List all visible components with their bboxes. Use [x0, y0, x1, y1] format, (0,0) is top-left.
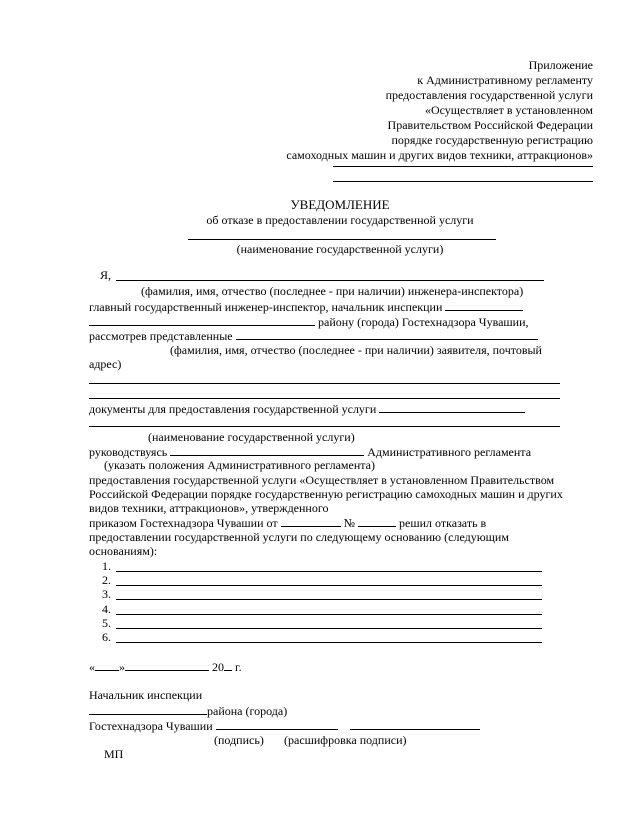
body-para-3: видов техники, аттракционов», утвержденного: [89, 501, 329, 515]
order-number-blank: [358, 515, 396, 527]
reason-line-5: [116, 628, 542, 629]
appendix-blank-2: [333, 181, 593, 182]
chief-engineer-label: главный государственный инженер-инспектор, начальник инспекции: [89, 300, 443, 314]
signature-org-row: [89, 718, 480, 733]
documents-text: [89, 401, 525, 416]
ya-label: Я,: [100, 268, 112, 282]
guided-label: руководствуясь: [89, 445, 168, 459]
body-para-2: Российской Федерации порядке государственную регистрацию самоходных машин и других: [89, 487, 563, 501]
reason-number-2: 2.: [102, 573, 111, 587]
address-label: адрес): [89, 357, 122, 371]
provisions-hint: (указать положения Административного регламента): [104, 458, 375, 472]
stamp-label: МП: [104, 747, 124, 761]
signature-decode-hint: (расшифровка подписи): [284, 733, 407, 747]
reason-line-2: [116, 585, 542, 586]
reviewed-text: [89, 328, 538, 343]
service-line-2: [89, 426, 560, 427]
body-para-6: основаниям):: [89, 544, 158, 558]
documents-label: документы для предоставления государственной услуги: [89, 402, 377, 416]
admin-reg-label: Административного регламента: [367, 445, 532, 459]
appendix-line-5: Правительством Российской Федерации: [387, 118, 593, 132]
reason-line-4: [116, 614, 542, 615]
provisions-blank: [170, 444, 364, 456]
reviewed-label: рассмотрев представленные: [89, 329, 233, 343]
reason-number-4: 4.: [102, 602, 111, 616]
document-subtitle: об отказе в предоставлении государственной услуги: [206, 213, 474, 227]
signature-district-row: [89, 703, 287, 718]
signature-blank: [216, 718, 338, 730]
service-name-line: [188, 239, 496, 240]
date-line: [89, 659, 242, 674]
date-year-blank: [224, 659, 232, 671]
signature-district-blank: [89, 703, 207, 715]
applicant-blank: [236, 328, 538, 340]
address-line-1: [89, 383, 560, 384]
decided-label: решил отказать в: [399, 516, 487, 530]
date-month-blank: [125, 659, 209, 671]
reason-line-6: [116, 642, 542, 643]
reason-line-1: [116, 571, 542, 572]
service-name-hint: (наименование государственной услуги): [236, 242, 444, 256]
order-date-blank: [281, 515, 341, 527]
district-blank: [89, 314, 315, 326]
reason-number-6: 6.: [102, 630, 111, 644]
documents-blank: [379, 401, 525, 413]
chief-engineer-text: [89, 299, 523, 314]
district-label: району (города) Гостехнадзора Чувашии,: [318, 315, 529, 329]
reason-number-3: 3.: [102, 587, 111, 601]
address-line-2: [89, 398, 560, 399]
signature-sign-hint: (подпись): [214, 733, 264, 747]
applicant-hint: (фамилия, имя, отчество (последнее - при наличии) заявителя, почтовый: [170, 343, 542, 357]
district-text: [89, 314, 529, 329]
body-para-1: предоставления государственной услуги «Осуществляет в установленном Правительством: [89, 473, 555, 487]
order-text: [89, 515, 486, 530]
order-number-sign: №: [343, 516, 356, 530]
inspector-name-line: [116, 280, 544, 281]
service-hint-2: (наименование государственной услуги): [148, 430, 355, 444]
signature-org: Гостехнадзора Чувашии: [89, 719, 213, 733]
appendix-line-4: «Осуществляет в установленном: [424, 103, 593, 117]
inspector-fio-hint: (фамилия, имя, отчество (последнее - при наличии) инженера-инспектора): [141, 284, 524, 298]
date-quote-open: «: [89, 660, 95, 674]
body-para-5: предоставлении государственной услуги по следующему основанию (следующим: [89, 530, 509, 544]
order-label: приказом Гостехнадзора Чувашии от: [89, 516, 278, 530]
guided-text: [89, 444, 531, 459]
reason-number-1: 1.: [102, 559, 111, 573]
appendix-blank-1: [333, 166, 593, 167]
reason-line-3: [116, 599, 542, 600]
appendix-line-2: к Административному регламенту: [417, 73, 593, 87]
signature-district: района (города): [207, 704, 288, 718]
date-quote-close: »: [119, 660, 125, 674]
signature-chief: Начальник инспекции: [89, 688, 203, 702]
appendix-line-6: порядке государственную регистрацию: [391, 133, 593, 147]
appendix-line-3: предоставления государственной услуги: [385, 88, 593, 102]
appendix-line-7: самоходных машин и других видов техники, аттракционов»: [286, 148, 593, 162]
signature-decode-blank: [350, 718, 480, 730]
date-suffix: г.: [235, 660, 242, 674]
date-day-blank: [95, 659, 119, 671]
date-year: 20: [212, 660, 224, 674]
reason-number-5: 5.: [102, 616, 111, 630]
appendix-line-1: Приложение: [528, 58, 593, 72]
document-title: УВЕДОМЛЕНИЕ: [290, 197, 390, 212]
inspection-blank: [445, 299, 523, 311]
